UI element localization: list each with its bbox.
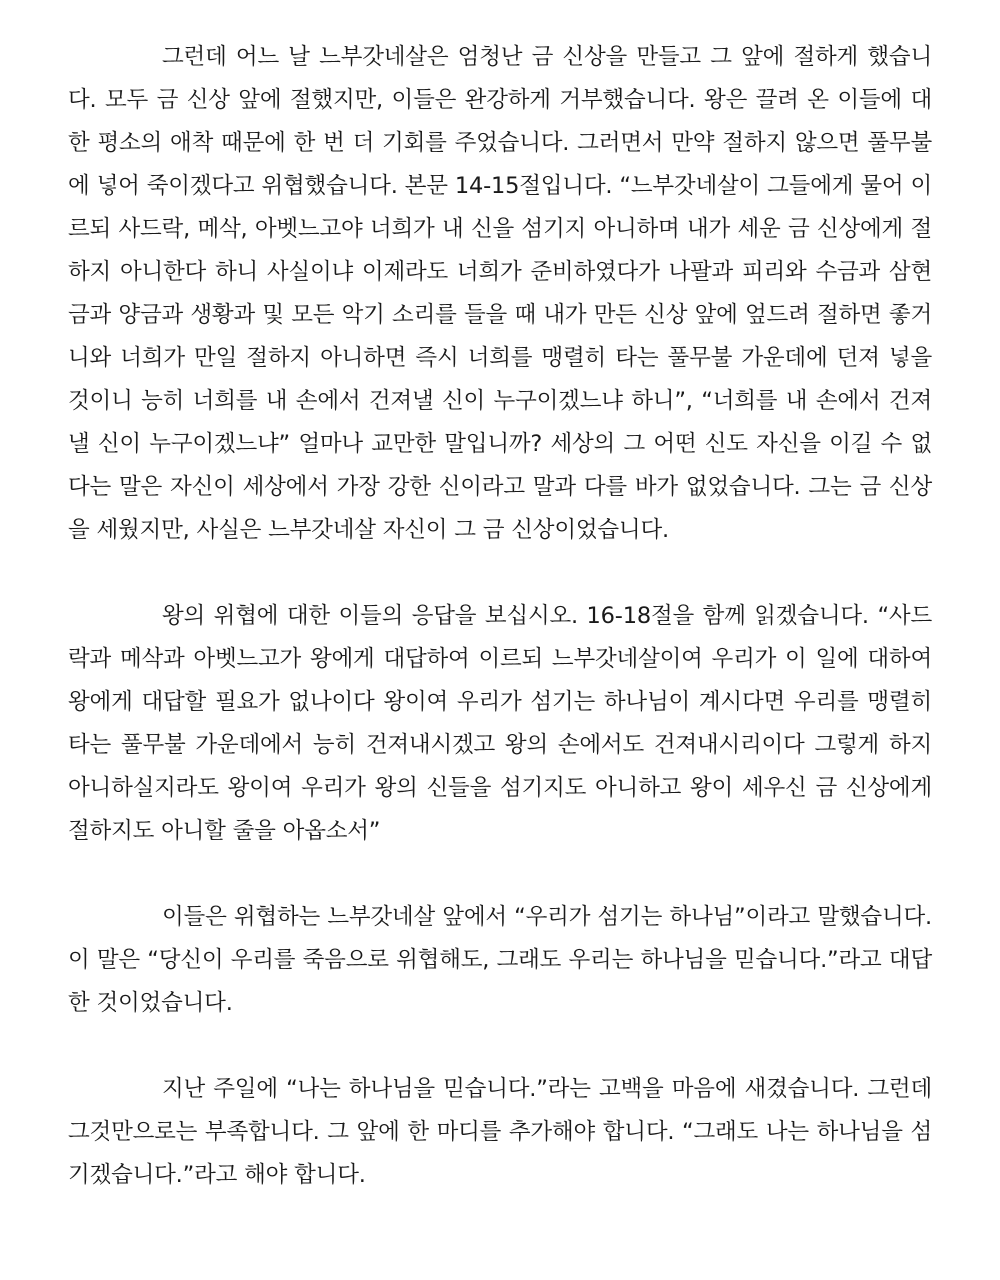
paragraph-4: 지난 주일에 “나는 하나님을 믿습니다.”라는 고백을 마음에 새겼습니다. 그런데 그것만으로는 부족합니다. 그 앞에 한 마디를 추가해야 합니다. “그래도 나는 하나님을 섬기겠습니다.”라고 해야 합니다. <box>68 1076 932 1188</box>
paragraph-3: 이들은 위협하는 느부갓네살 앞에서 “우리가 섬기는 하나님”이라고 말했습니다. 이 말은 “당신이 우리를 죽음으로 위협해도, 그래도 우리는 하나님을 믿습니다.”라고 대답한 것이었습니다. <box>68 904 932 1016</box>
paragraph-2: 왕의 위협에 대한 이들의 응답을 보십시오. 16-18절을 함께 읽겠습니다. “사드락과 메삭과 아벳느고가 왕에게 대답하여 이르되 느부갓네살이여 우리가 이 일에 대하여 왕에게 대답할 필요가 없나이다 왕이여 우리가 섬기는 하나님이 계시다면 우리를 맹렬히 타는 풀무불 가운데에서 능히 건져내시겠고 왕의 손에서도 건져내시리이다 그렇게 하지 아니하실지라도 왕이여 우리가 왕의 신들을 섬기지도 아니하고 왕이 세우신 금 신상에게 절하지도 아니할 줄을 아옵소서” <box>68 603 932 844</box>
paragraph-1: 그런데 어느 날 느부갓네살은 엄청난 금 신상을 만들고 그 앞에 절하게 했습니다. 모두 금 신상 앞에 절했지만, 이들은 완강하게 거부했습니다. 왕은 끌려 온 이들에 대한 평소의 애착 때문에 한 번 더 기회를 주었습니다. 그러면서 만약 절하지 않으면 풀무불에 넣어 죽이겠다고 위협했습니다. 본문 14-15절입니다. “느부갓네살이 그들에게 물어 이르되 사드락, 메삭, 아벳느고야 너희가 내 신을 섬기지 아니하며 내가 세운 금 신상에게 절하지 아니한다 하니 사실이냐 이제라도 너희가 준비하였다가 나팔과 피리와 수금과 삼현금과 양금과 생황과 및 모든 악기 소리를 들을 때 내가 만든 신상 앞에 엎드려 절하면 좋거니와 너희가 만일 절하지 아니하면 즉시 너희를 맹렬히 타는 풀무불 가운데에 던져 넣을 것이니 능히 너희를 내 손에서 건져낼 신이 누구이겠느냐 하니”, “너희를 내 손에서 건져낼 신이 누구이겠느냐” 얼마나 교만한 말입니까? 세상의 그 어떤 신도 자신을 이길 수 없다는 말은 자신이 세상에서 가장 강한 신이라고 말과 다를 바가 없었습니다. 그는 금 신상을 세웠지만, 사실은 느부갓네살 자신이 그 금 신상이었습니다. <box>68 44 932 543</box>
